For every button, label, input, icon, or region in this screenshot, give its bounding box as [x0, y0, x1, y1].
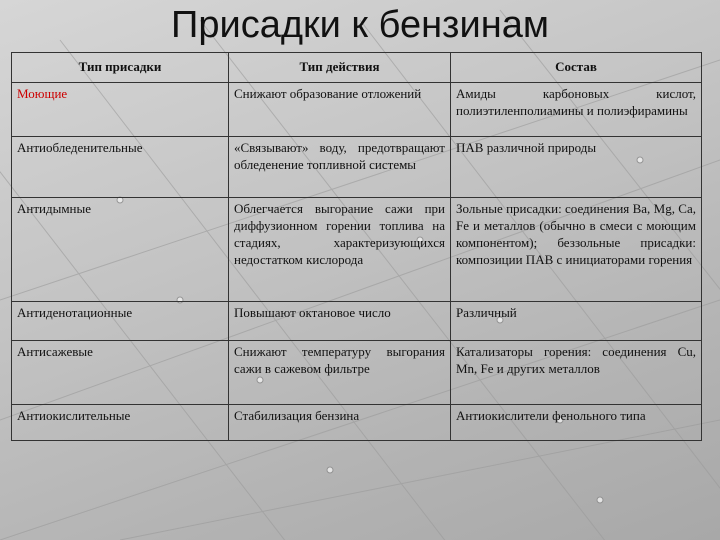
action-cell: Снижают температуру выгорания сажи в сажевом фильтре	[229, 341, 451, 405]
table-row	[12, 198, 702, 302]
action-cell: «Связывают» воду, предотвращают обледенение топливной системы	[229, 137, 451, 198]
composition-cell: Амиды карбоновых кислот, полиэтиленполиамины и полиэфирамины	[451, 83, 702, 137]
additive-type-cell: Антисажевые	[12, 341, 229, 405]
header-action-type: Тип действия	[229, 53, 451, 83]
composition-cell: Различный	[451, 302, 702, 341]
header-composition: Состав	[451, 53, 702, 83]
additive-type-cell: Моющие	[12, 83, 229, 137]
additive-type-cell: Антиденотационные	[12, 302, 229, 341]
table-row	[12, 83, 702, 137]
action-cell: Стабилизация бензина	[229, 405, 451, 441]
additive-type-cell: Антиокислительные	[12, 405, 229, 441]
slide-title: Присадки к бензинам	[171, 4, 549, 46]
composition-cell: ПАВ различной природы	[451, 137, 702, 198]
composition-cell: Антиокислители фенольного типа	[451, 405, 702, 441]
additives-table	[11, 52, 702, 441]
additive-type-cell: Антиобледенительные	[12, 137, 229, 198]
table-row	[12, 137, 702, 198]
action-cell: Облегчается выгорание сажи при диффузионном горении топлива на стадиях, характеризующихся недостатком кислорода	[229, 198, 451, 302]
composition-cell: Катализаторы горения: соединения Cu, Mn, Fe и других металлов	[451, 341, 702, 405]
table-header-row	[12, 53, 702, 83]
additive-type-cell: Антидымные	[12, 198, 229, 302]
action-cell: Снижают образование отложений	[229, 83, 451, 137]
header-additive-type: Тип присадки	[12, 53, 229, 83]
table-row	[12, 341, 702, 405]
table-row	[12, 302, 702, 341]
action-cell: Повышают октановое число	[229, 302, 451, 341]
composition-cell: Зольные присадки: соединения Ba, Mg, Ca, Fe и металлов (обычно в смеси с моющим компонентом); беззольные присадки: композиции ПАВ с инициаторами горения	[451, 198, 702, 302]
table-row	[12, 405, 702, 441]
